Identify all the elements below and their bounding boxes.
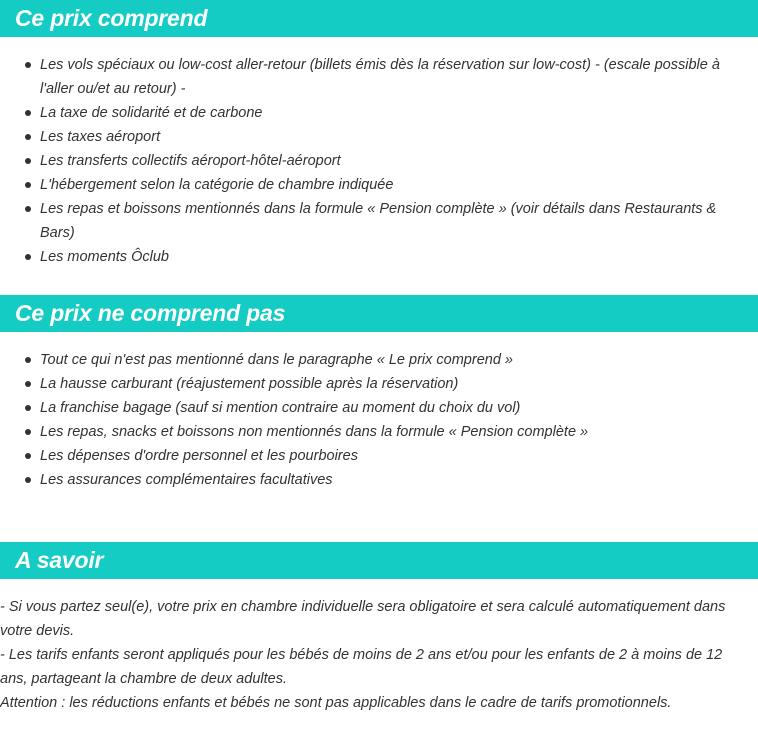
note-paragraph: - Les tarifs enfants seront appliqués pour les bébés de moins de 2 ans et/ou pour les enfants de 2 à moins de 12 ans, partageant la chambre de deux adultes. <box>0 647 723 687</box>
list-item: Les assurances complémentaires facultatives <box>0 468 758 492</box>
list-item: La franchise bagage (sauf si mention contraire au moment du choix du vol) <box>0 396 758 420</box>
list-item: La hausse carburant (réajustement possible après la réservation) <box>0 372 758 396</box>
note-paragraph: - Si vous partez seul(e), votre prix en chambre individuelle sera obligatoire et sera calculé automatiquement dans votre devis. <box>0 599 726 639</box>
list-item: La taxe de solidarité et de carbone <box>0 101 758 125</box>
section-title-not-included: Ce prix ne comprend pas <box>15 300 286 326</box>
note-paragraph: Attention : les réductions enfants et bébés ne sont pas applicables dans le cadre de tarifs promotionnels. <box>0 695 672 711</box>
section-header-included <box>0 0 758 37</box>
list-item: Tout ce qui n'est pas mentionné dans le paragraphe « Le prix comprend » <box>0 348 758 372</box>
list-item: Les transferts collectifs aéroport-hôtel-aéroport <box>0 149 758 173</box>
section-header-to-know <box>0 542 758 579</box>
list-item: Les dépenses d'ordre personnel et les pourboires <box>0 444 758 468</box>
section-title-to-know: A savoir <box>15 547 104 573</box>
list-item: L'hébergement selon la catégorie de chambre indiquée <box>0 173 758 197</box>
to-know-notes <box>0 595 758 715</box>
section-title-included: Ce prix comprend <box>15 5 208 31</box>
list-item: Les taxes aéroport <box>0 125 758 149</box>
not-included-list <box>0 348 758 492</box>
section-header-not-included <box>0 295 758 332</box>
included-list <box>0 53 758 269</box>
list-item: Les vols spéciaux ou low-cost aller-retour (billets émis dès la réservation sur low-cost) - (escale possible à l'aller ou/et au retour) - <box>0 53 758 101</box>
list-item: Les repas, snacks et boissons non mentionnés dans la formule « Pension complète » <box>0 420 758 444</box>
list-item: Les moments Ôclub <box>0 245 758 269</box>
list-item: Les repas et boissons mentionnés dans la formule « Pension complète » (voir détails dans Restaurants & Bars) <box>0 197 758 245</box>
